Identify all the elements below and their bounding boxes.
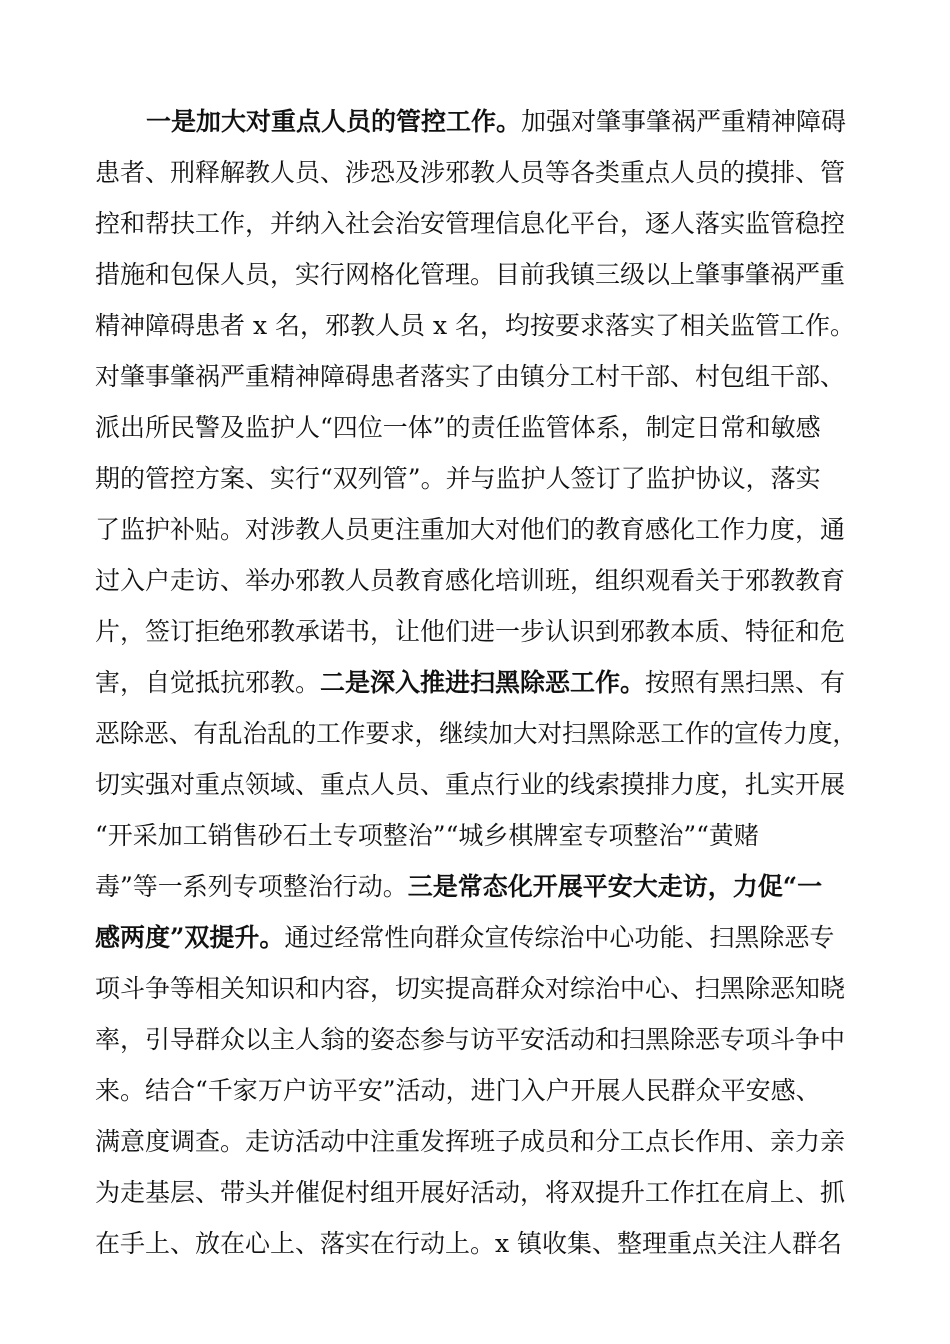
text-line-18: [95, 965, 845, 1013]
text-line-3: [95, 200, 845, 248]
text-run: 片，签订拒绝邪教承诺书，让他们进一步认识到邪教本质、特征和危: [95, 617, 846, 646]
text-line-1: [146, 98, 846, 146]
text-run: 措施和包保人员，实行网格化管理。目前我镇三级以上肇事肇祸严重: [95, 260, 846, 289]
text-run: 期的管控方案、实行“双列管”。并与监护人签订了监护协议，落实: [95, 464, 821, 493]
text-run: 恶除恶、有乱治乱的工作要求，继续加大对扫黑除恶工作的宣传力度，: [95, 719, 857, 748]
text-run: 项斗争等相关知识和内容，切实提高群众对综治中心、扫黑除恶知晓: [95, 974, 846, 1003]
text-line-11: [95, 608, 845, 656]
text-run: 为走基层、带头并催促村组开展好活动，将双提升工作扛在肩上、抓: [95, 1178, 846, 1207]
text-run: 害，自觉抵抗邪教。: [95, 668, 321, 697]
text-run: 按照有黑扫黑、有: [645, 668, 846, 697]
text-run: 了监护补贴。对涉教人员更注重加大对他们的教育感化工作力度，通: [95, 515, 846, 544]
text-run: 通过经常性向群众宣传综治中心功能、扫黑除恶专: [284, 923, 835, 952]
text-run: 对肇事肇祸严重精神障碍患者落实了由镇分工村干部、村包组干部、: [95, 362, 846, 391]
text-line-2: [95, 149, 845, 197]
text-line-6: [95, 353, 845, 401]
text-line-9: [95, 506, 845, 554]
text-line-5: [95, 302, 855, 350]
heading-one: 一是加大对重点人员的管控工作。: [146, 107, 522, 136]
text-line-7: [95, 404, 821, 452]
text-line-23: [95, 1220, 842, 1268]
text-run: 来。结合“千家万户访平安”活动，进门入户开展人民群众平安感、: [95, 1076, 821, 1105]
text-run: 率，引导群众以主人翁的姿态参与访平安活动和扫黑除恶专项斗争中: [95, 1025, 846, 1054]
text-line-20: [95, 1067, 821, 1115]
text-line-14: [95, 761, 845, 809]
text-line-13: [95, 710, 857, 758]
heading-three: 三是常态化开展平安大走访，力促“一: [407, 872, 823, 901]
text-run: 精神障碍患者 x 名，邪教人员 x 名，均按要求落实了相关监管工作。: [95, 311, 855, 340]
text-line-15: [95, 812, 759, 860]
text-line-4: [95, 251, 845, 299]
text-run: 毒”等一系列专项整治行动。: [95, 872, 408, 901]
text-run: 切实强对重点领域、重点人员、重点行业的线索摸排力度，扎实开展: [95, 770, 846, 799]
text-run: “开采加工销售砂石土专项整治”“城乡棋牌室专项整治”“黄赌: [95, 821, 759, 850]
text-run: 患者、刑释解教人员、涉恐及涉邪教人员等各类重点人员的摸排、管: [95, 158, 846, 187]
heading-two: 二是深入推进扫黑除恶工作。: [320, 668, 646, 697]
text-line-12: [95, 659, 845, 707]
text-run: 在手上、放在心上、落实在行动上。x 镇收集、整理重点关注人群名: [95, 1229, 843, 1258]
text-line-22: [95, 1169, 845, 1217]
text-line-17: [95, 914, 834, 962]
text-run: 控和帮扶工作，并纳入社会治安管理信息化平台，逐人落实监管稳控: [95, 209, 846, 238]
text-line-21: [95, 1118, 845, 1166]
text-line-8: [95, 455, 821, 503]
text-run: 满意度调查。走访活动中注重发挥班子成员和分工点长作用、亲力亲: [95, 1127, 846, 1156]
heading-three-cont: 感两度”双提升。: [95, 923, 285, 952]
text-line-16: [95, 863, 822, 911]
text-line-10: [95, 557, 845, 605]
text-run: 过入户走访、举办邪教人员教育感化培训班，组织观看关于邪教教育: [95, 566, 846, 595]
text-run: 加强对肇事肇祸严重精神障碍: [521, 107, 847, 136]
text-line-19: [95, 1016, 845, 1064]
text-run: 派出所民警及监护人“四位一体”的责任监管体系，制定日常和敏感: [95, 413, 821, 442]
